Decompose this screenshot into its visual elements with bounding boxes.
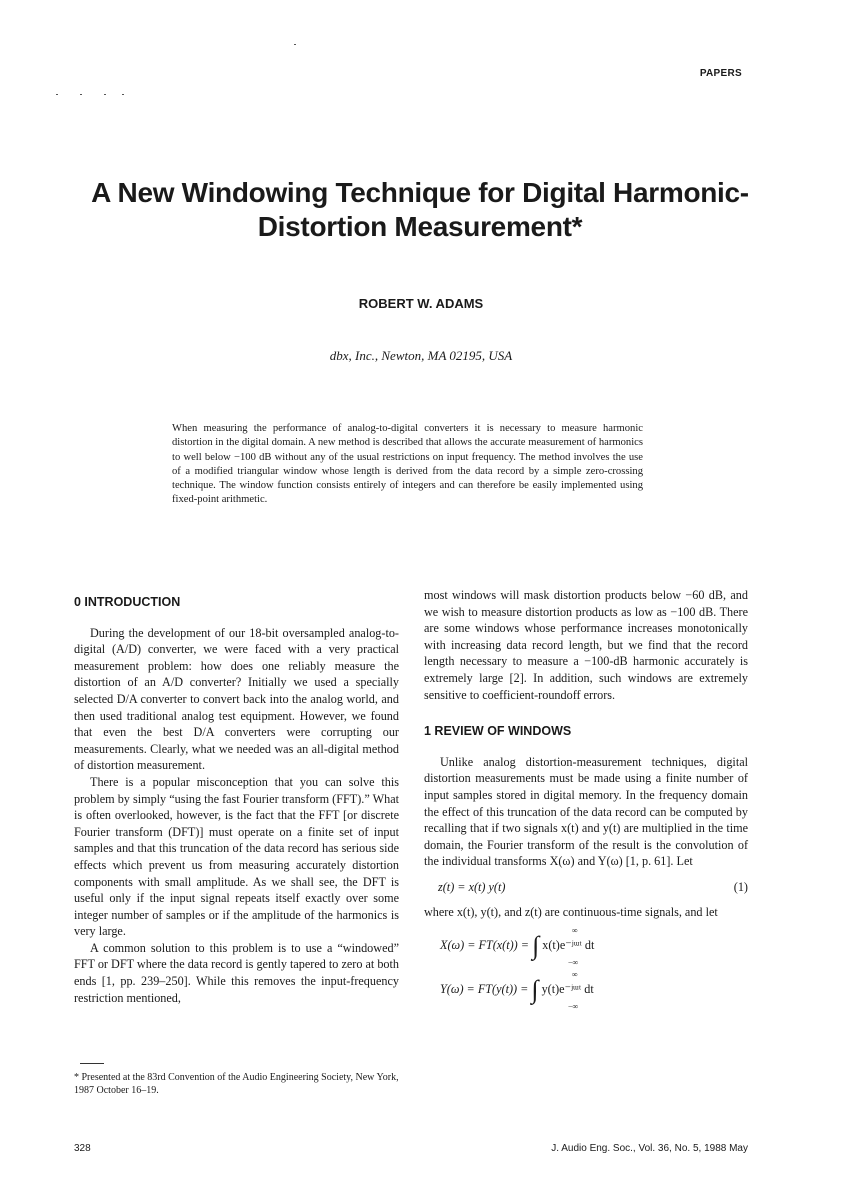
equation-2: [424, 921, 748, 965]
equation-2-lhs: X(ω) = FT(x(t)) =: [440, 937, 530, 952]
journal-reference: J. Audio Eng. Soc., Vol. 36, No. 5, 1988 May: [551, 1143, 748, 1154]
integral-lower-limit: −∞: [568, 957, 579, 967]
right-column: [424, 587, 748, 1009]
paragraph: There is a popular misconception that you can solve this problem by simply “using the fast Fourier transform (FFT).” What is often overlooked, however, is the fact that the FFT [or discrete Fourier transform (DFT)] must operate on a finite set of input samples and that this truncation of the data record has serious side effects which prevent us from measuring accurately distortion components with small amplitude. As we shall see, the DFT is useful only if the input signal repeats itself exactly over some integer number of samples or if the amplitude of the harmonics is very large.: [74, 774, 399, 939]
scan-speck: [104, 94, 106, 95]
integral-sign-icon: ∫: [532, 930, 540, 960]
equation-1: [424, 876, 748, 898]
left-column: [74, 594, 399, 1006]
paragraph: where x(t), y(t), and z(t) are continuous-time signals, and let: [424, 904, 718, 919]
equation-number: (1): [733, 879, 748, 894]
section-heading-introduction: 0 INTRODUCTION: [74, 595, 181, 609]
paragraph: Unlike analog distortion-measurement techniques, digital distortion measurements must be made using a finite number of input samples stored in digital memory. In the frequency domain the effect of this truncation of the data record can be computed by recalling that if two signals x(t) and y(t) are multiplied in the time domain, the Fourier transform of the result is the convolution of the individual transforms X(ω) and Y(ω) [1, p. 61]. Let: [424, 754, 748, 869]
scan-speck: [122, 94, 124, 95]
paragraph: most windows will mask distortion products below −60 dB, and we wish to measure distortion products as low as −100 dB. There are some windows whose performance increases monotonically with increasing data record length, but we find that the record length necessary to measure a −100-dB harmonic accurately is extremely large [2]. In addition, such windows are extremely sensitive to coefficient-roundoff errors.: [424, 588, 748, 702]
page-number: 328: [74, 1143, 91, 1154]
paper-title: A New Windowing Technique for Digital Harmonic-Distortion Measurement*: [91, 177, 749, 242]
section-label: PAPERS: [699, 68, 742, 79]
footnote: * Presented at the 83rd Convention of the Audio Engineering Society, New York, 1987 October 16–19.: [74, 1072, 399, 1096]
author-affiliation: dbx, Inc., Newton, MA 02195, USA: [329, 348, 513, 363]
equation-2-rhs: x(t)e⁻ʲᵚᵗ dt: [542, 937, 595, 952]
equation-3-lhs: Y(ω) = FT(y(t)) =: [440, 981, 529, 996]
section-heading-review: 1 REVIEW OF WINDOWS: [424, 724, 572, 739]
equation-1-body: z(t) = x(t) y(t): [438, 879, 506, 894]
paragraph: A common solution to this problem is to use a “windowed” FFT or DFT where the data record is gently tapered to zero at both ends [1, pp. 239–250]. While this removes the input-frequency restriction mentioned,: [74, 940, 399, 1005]
integral-upper-limit: ∞: [572, 969, 578, 979]
scan-speck: [294, 44, 296, 45]
footnote-rule: [80, 1063, 104, 1064]
abstract: When measuring the performance of analog-to-digital converters it is necessary to measure harmonic distortion in the digital domain. A new method is described that allows the accurate measurement of harmonics to well below −100 dB without any of the usual restrictions on input frequency. The method involves the use of a modified triangular window whose length is derived from the data record by a simple zero-crossing technique. The window function consists entirely of integers and can therefore be easily implemented using fixed-point arithmetic.: [172, 423, 643, 506]
integral-upper-limit: ∞: [572, 925, 578, 935]
author-name: ROBERT W. ADAMS: [358, 296, 484, 311]
integral-sign-icon: ∫: [531, 974, 539, 1004]
integral-lower-limit: −∞: [568, 1001, 579, 1011]
equation-3-rhs: y(t)e⁻ʲᵚᵗ dt: [541, 981, 594, 996]
equation-3: [424, 965, 748, 1009]
scan-speck: [56, 94, 58, 95]
scan-speck: [80, 94, 82, 95]
paragraph: During the development of our 18-bit oversampled analog-to-digital (A/D) converter, we were faced with a very practical measurement problem: how does one reliably measure the distortion of an A/D converter? Initially we used a specially selected D/A converter to convert back into the analog world, and then used traditional analog test equipment. However, we found that even the best D/A converters were corrupting our measurements. Clearly, what we needed was an all-digital method of distortion measurement.: [74, 625, 399, 773]
